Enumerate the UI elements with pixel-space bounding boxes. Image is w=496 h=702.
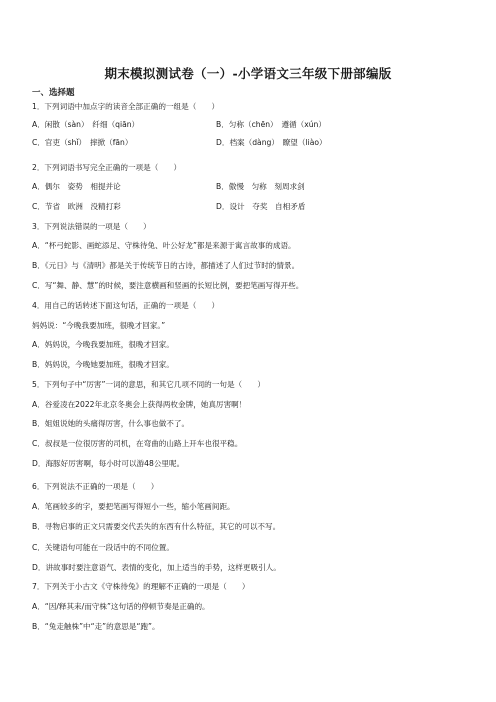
question-4-option-b: B．妈妈说，今晚她要加班，很晚才回家。 bbox=[32, 360, 174, 369]
question-3-option-c: C．写“舞、静、慧”的时候，要注意横画和竖画的长短比例，要把笔画写得开些。 bbox=[32, 281, 304, 290]
question-1-stem: 1．下列词语中加点字的读音全部正确的一组是（ ） bbox=[32, 102, 220, 111]
question-3-option-a: A．“杯弓蛇影、画蛇添足、守株待兔、叶公好龙”都是来源于寓言故事的成语。 bbox=[32, 241, 296, 250]
question-7-stem: 7．下列关于小古文《守株待兔》的理解不正确的一项是（ ） bbox=[32, 582, 250, 591]
question-2-option-d: D．设计 夺奖 自相矛盾 bbox=[216, 202, 306, 211]
question-6-option-d: D．讲故事时要注意语气、表情的变化，加上适当的手势，这样更吸引人。 bbox=[32, 563, 281, 572]
question-2-option-a: A．偶尔 姿势 相提并论 bbox=[32, 182, 121, 191]
question-1-option-b: B．匀称（chēn） 遵循（xún） bbox=[216, 120, 326, 129]
question-7-option-a: A．“因/释其耒/而守株”这句话的停顿节奏是正确的。 bbox=[32, 602, 210, 611]
question-2-option-c: C．节省 欧洲 没精打彩 bbox=[32, 202, 121, 211]
question-2-option-b: B．傲慢 匀称 刻周求剑 bbox=[216, 182, 305, 191]
question-6-stem: 6．下列说法不正确的一项是（ ） bbox=[32, 482, 159, 491]
question-5-option-b: B．姐姐说她的头痛得厉害，什么事也做不了。 bbox=[32, 419, 190, 428]
question-6-option-b: B．寻物启事的正文只需要交代丢失的东西有什么特征，其它的可以不写。 bbox=[32, 522, 281, 531]
question-5-stem: 5．下列句子中“厉害”一词的意思，和其它几项不同的一句是（ ） bbox=[32, 380, 265, 389]
question-3-option-b: B．《元日》与《清明》都是关于传统节日的古诗，都描述了人们过节时的情景。 bbox=[32, 261, 300, 270]
question-3-stem: 3．下列说法错误的一项是（ ） bbox=[32, 222, 151, 231]
question-5-option-c: C．叔叔是一位很厉害的司机，在弯曲的山路上开车也很平稳。 bbox=[32, 439, 243, 448]
question-6-option-a: A．笔画较多的字，要把笔画写得短小一些，缩小笔画间距。 bbox=[32, 502, 235, 511]
section-heading: 一、选择题 bbox=[32, 88, 75, 98]
question-6-option-c: C．关键语句可能在一段话中的不同位置。 bbox=[32, 543, 174, 552]
page-title: 期末模拟测试卷（一）-小学语文三年级下册部编版 bbox=[104, 66, 392, 81]
question-4-stem: 4．用自己的话转述下面这句话，正确的一项是（ ） bbox=[32, 301, 220, 310]
question-7-option-b: B．“兔走触株”中“走”的意思是“跑”。 bbox=[32, 622, 160, 631]
question-4-quote: 妈妈说：“今晚我要加班，很晚才回家。” bbox=[32, 321, 166, 330]
question-2-stem: 2．下列词语书写完全正确的一项是（ ） bbox=[32, 163, 182, 172]
question-1-option-d: D．档案（dàng） 瞭望（liào） bbox=[216, 138, 327, 147]
question-5-option-d: D．海豚好厉害啊，每小时可以游48公里呢。 bbox=[32, 459, 185, 468]
question-5-option-a: A．谷爱凌在2022年北京冬奥会上获得两枚金牌，她真厉害啊！ bbox=[32, 400, 247, 409]
question-4-option-a: A．妈妈说，今晚我要加班，很晚才回家。 bbox=[32, 340, 174, 349]
question-1-option-a: A．闲散（sàn） 纤细（qiān） bbox=[32, 120, 140, 129]
question-1-option-c: C．官吏（shǐ） 摔掀（fān） bbox=[32, 138, 133, 147]
